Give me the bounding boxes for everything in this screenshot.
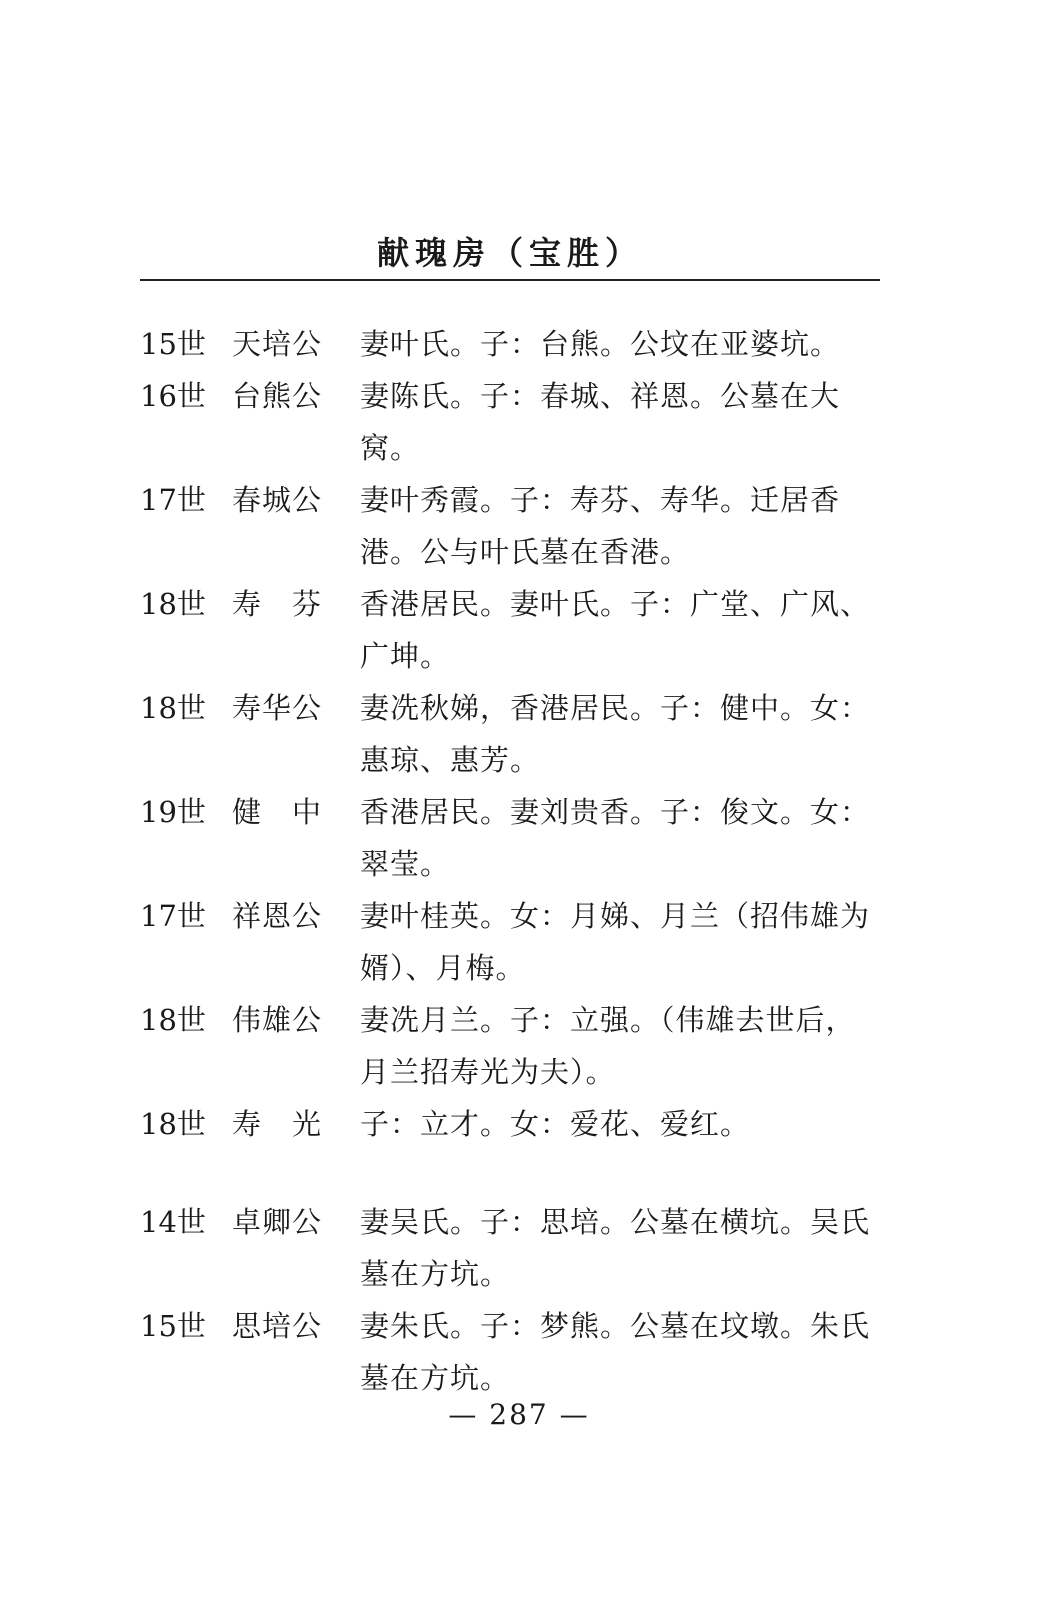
person-description: 妻叶氏。子：台熊。公坟在亚婆坑。 [360,327,841,361]
genealogy-entry [140,1196,885,1300]
person-description: 妻吴氏。子：思培。公墓在横坑。吴氏墓在方坑。 [360,1205,871,1291]
generation-label: 18世 [140,691,206,725]
person-name: 思培公 [232,1309,323,1343]
genealogy-entry [140,1300,885,1404]
person-description: 妻冼月兰。子：立强。（伟雄去世后，月兰招寿光为夫）。 [360,1003,856,1089]
person-description: 妻陈氏。子：春城、祥恩。公墓在大窝。 [360,379,841,465]
person-description: 香港居民。妻刘贵香。子：俊文。女：翠莹。 [360,795,871,881]
person-name: 伟雄公 [232,1003,323,1037]
genealogy-entries [140,318,885,1404]
generation-label: 15世 [140,1309,206,1343]
person-name: 寿 芬 [232,587,323,621]
generation-label: 18世 [140,1003,206,1037]
generation-label: 16世 [140,379,206,413]
person-name: 卓卿公 [232,1205,323,1239]
genealogy-entry [140,318,885,370]
person-description: 子：立才。女：爱花、爱红。 [360,1107,751,1141]
person-description: 妻冼秋娣，香港居民。子：健中。女：惠琼、惠芳。 [360,691,871,777]
person-name: 寿华公 [232,691,323,725]
person-name: 祥恩公 [232,899,323,933]
person-description: 妻叶桂英。女：月娣、月兰（招伟雄为婿）、月梅。 [360,899,871,985]
person-name: 健 中 [232,795,323,829]
person-name: 台熊公 [232,379,323,413]
generation-label: 15世 [140,327,206,361]
generation-label: 14世 [140,1205,206,1239]
genealogy-entry [140,786,885,890]
genealogy-entry [140,890,885,994]
section-gap [140,1150,885,1196]
genealogy-entry [140,370,885,474]
generation-label: 17世 [140,483,206,517]
generation-label: 18世 [140,1107,206,1141]
person-description: 香港居民。妻叶氏。子：广堂、广风、广坤。 [360,587,871,673]
generation-label: 19世 [140,795,206,829]
page-header-title: 献瑰房（宝胜） [376,234,643,272]
person-description: 妻朱氏。子：梦熊。公墓在坟墩。朱氏墓在方坑。 [360,1309,871,1395]
page-number: — 287 — [448,1398,590,1431]
genealogy-entry [140,682,885,786]
person-name: 寿 光 [232,1107,323,1141]
genealogy-entry [140,994,885,1098]
generation-label: 17世 [140,899,206,933]
genealogy-entry [140,474,885,578]
genealogy-entry [140,578,885,682]
genealogy-entry [140,1098,885,1150]
person-name: 春城公 [232,483,323,517]
header-rule [140,279,880,281]
person-description: 妻叶秀霞。子：寿芬、寿华。迁居香港。公与叶氏墓在香港。 [360,483,841,569]
generation-label: 18世 [140,587,206,621]
person-name: 天培公 [232,327,323,361]
